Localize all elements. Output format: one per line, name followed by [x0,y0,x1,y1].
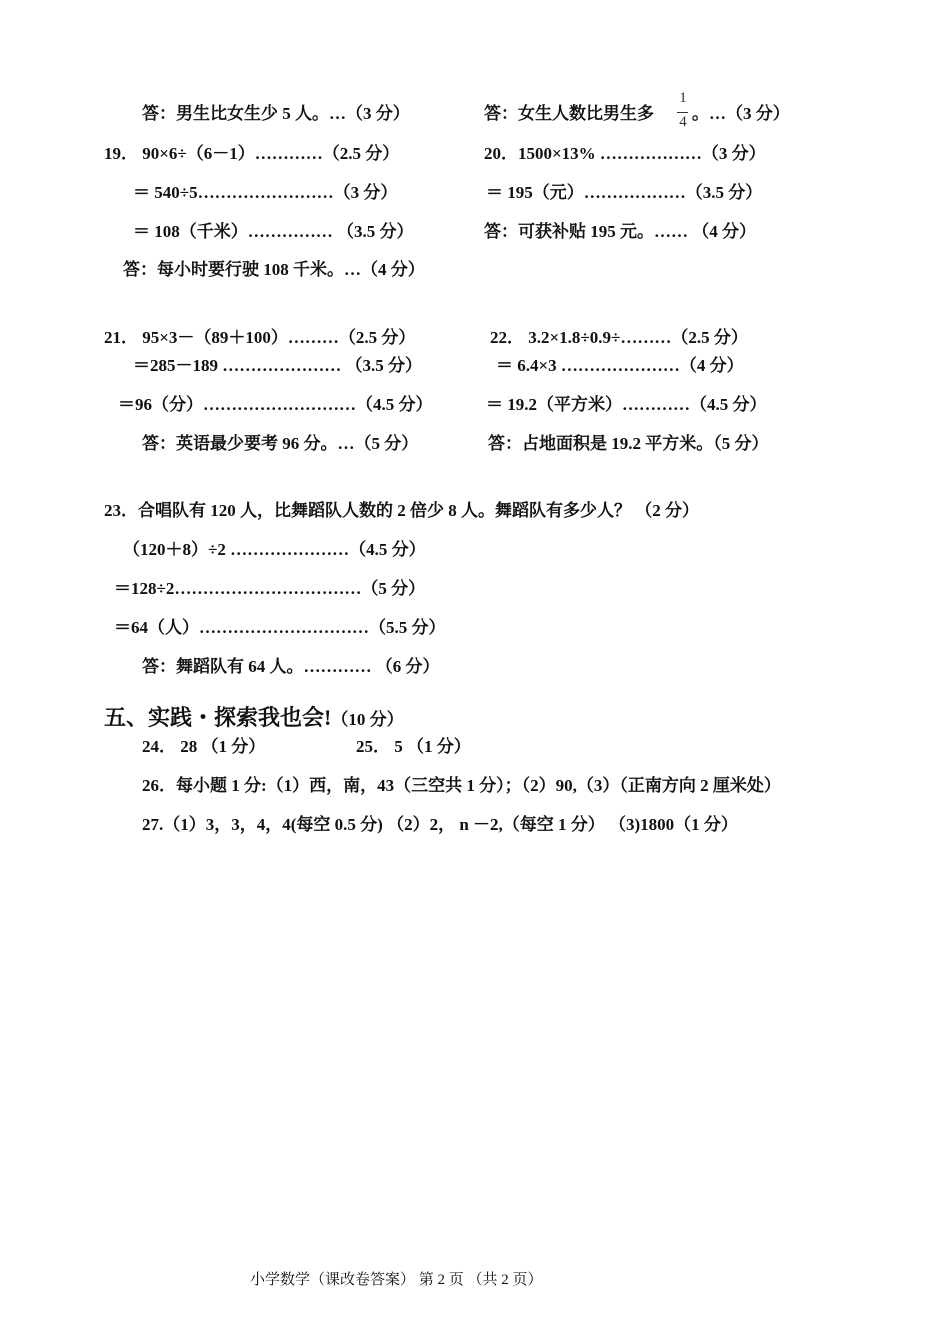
q21-line-3: ＝96（分）………………………（4.5 分） [118,395,433,414]
q21-answer: 答：英语最少要考 96 分。…（5 分） [142,434,419,453]
q21-line-1: 21． 95×3－（89＋100）………（2.5 分） [104,328,416,347]
section-5-title: 五、实践・探索我也会! [104,705,332,730]
q22-line-2: ＝ 6.4×3 …………………（4 分） [496,356,744,375]
q20-line-2: ＝ 195（元）………………（3.5 分） [486,183,763,202]
answer-18-right-prefix: 答：女生人数比男生多 [484,104,654,123]
q26-answer: 26．每小题 1 分:（1）西，南，43（三空共 1 分）；（2）90,（3）（正南方向 2 厘米处） [142,776,781,795]
q23-line-3: ＝128÷2……………………………（5 分） [114,579,426,598]
section-5-heading [104,704,404,734]
q25-answer: 25． 5 （1 分） [356,737,471,756]
fraction-numerator: 1 [679,90,687,106]
q24-answer: 24． 28 （1 分） [142,737,266,756]
q23-line-4: ＝64（人）…………………………（5.5 分） [114,618,446,637]
q19-answer: 答：每小时要行驶 108 千米。…（4 分） [123,260,425,279]
q20-line-1: 20．1500×13% ………………（3 分） [484,144,766,163]
q19-line-3: ＝ 108（千米）…………… （3.5 分） [133,222,414,241]
answer-18-left: 答：男生比女生少 5 人。…（3 分） [142,104,410,123]
q23-answer: 答：舞蹈队有 64 人。………… （6 分） [142,657,440,676]
page-footer: 小学数学（课改卷答案） 第 2 页 （共 2 页） [250,1272,543,1288]
q23-line-2: （120＋8）÷2 …………………（4.5 分） [123,540,426,559]
answer-18-right-suffix: 。…（3 分） [692,104,790,123]
q22-answer: 答：占地面积是 19.2 平方米。（5 分） [488,434,769,453]
q22-line-3: ＝ 19.2（平方米）…………（4.5 分） [486,395,767,414]
section-5-points: （10 分） [331,710,404,729]
q27-answer: 27.（1）3，3，4，4(每空 0.5 分) （2）2， n －2,（每空 1 分） （3)1800（1 分） [142,815,738,834]
q23-question: 23．合唱队有 120 人，比舞蹈队人数的 2 倍少 8 人。舞蹈队有多少人？ （2 分） [104,501,699,520]
q21-line-2: ＝285－189 ………………… （3.5 分） [133,356,422,375]
q20-answer: 答：可获补贴 195 元。…… （4 分） [484,222,756,241]
q19-line-1: 19． 90×6÷（6－1）…………（2.5 分） [104,144,400,163]
q19-line-2: ＝ 540÷5……………………（3 分） [133,183,398,202]
q22-line-1: 22． 3.2×1.8÷0.9÷………（2.5 分） [490,328,748,347]
fraction-denominator: 4 [679,114,687,130]
fraction-bar [677,112,688,113]
